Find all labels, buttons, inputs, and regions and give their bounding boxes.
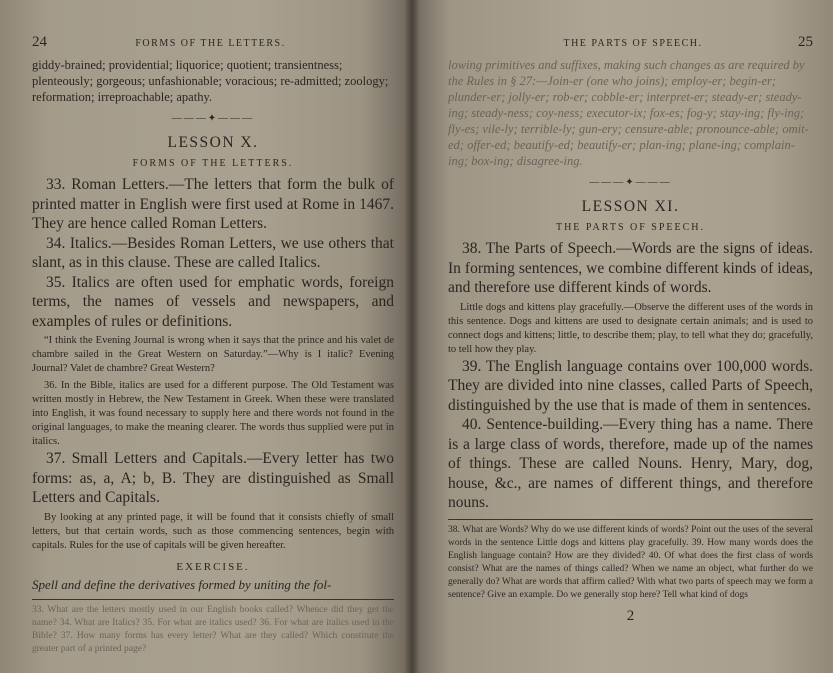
footnote-rule	[32, 599, 394, 600]
paragraph-35: 35. Italics are often used for emphatic words, foreign terms, the names of vessels and newspapers, and examples of rules or definitions.	[32, 273, 394, 330]
page-number: 24	[32, 34, 47, 50]
paragraph-34: 34. Italics.—Besides Roman Letters, we use others that slant, as in this clause. These are called Italics.	[32, 234, 394, 271]
right-page	[412, 0, 833, 673]
review-questions: 33. What are the letters mostly used in our English books called? Whence did they get the name? 34. What are Italics? 35. For what are italics used? 36. For what are italics used in the Bible? 37. How many forms has every letter? What are they called? Which constitute the greater part of a printed page?	[32, 604, 394, 654]
right-running-head	[448, 34, 813, 51]
exercise-heading: EXERCISE.	[176, 560, 250, 573]
lesson-title: LESSON XI.	[581, 198, 680, 215]
lesson-subtitle: FORMS OF THE LETTERS.	[132, 158, 294, 169]
review-questions: 38. What are Words? Why do we use different kinds of words? Point out the uses of the several words in the sentence Little dogs and kittens play gracefully. 39. How many words does the English language contain? How are they divided? 40. Of what does the first class of words consist? What are the names of things called? When we name an object, what further do we generally do? What are words that affirm called? With what two parts of speech may we form a sentence? Give an example. Do we generally stop here? Tell what kind of dogs	[448, 524, 813, 600]
paragraph-36: 36. In the Bible, italics are used for a different purpose. The Old Testament was written mostly in Hebrew, the New Testament in Greek. When these were translated into English, it was found necessary to supply here and there words not found in the original languages, to make the meaning clearer. The words thus supplied were put in italics.	[32, 380, 394, 447]
paragraph-33: 33. Roman Letters.—The letters that form the bulk of printed matter in English were first used at Rome in 1467. They are hence called Roman Letters.	[32, 176, 394, 232]
left-page	[0, 0, 412, 673]
lesson-title: LESSON X.	[167, 134, 259, 151]
page-number: 25	[798, 34, 813, 50]
exercise-text: Spell and define the derivatives formed by uniting the fol-	[32, 576, 332, 592]
example-35: “I think the Evening Journal is wrong when it says that the prince and his valet de chambre sailed in the Great Western on Saturday.”—Why is I italic? Evening Journal? Valet de chambre? Great Western?	[32, 335, 394, 374]
note-37: By looking at any printed page, it will be found that it consists chiefly of small letters, but that certain words, such as those commencing sentences, begin with capitals. Rules for the use of capitals will be given hereafter.	[32, 511, 394, 551]
running-head-title: FORMS OF THE LETTERS.	[135, 38, 286, 49]
paragraph-40: 40. Sentence-building.—Every thing has a name. There is a large class of words, therefore, made up of the names of things. These are called Nouns. Henry, Mary, dog, house, &c., are names of different things, and therefore nouns.	[448, 416, 813, 511]
paragraph-37: 37. Small Letters and Capitals.—Every letter has two forms: as, a, A; b, B. They are distinguished as Small Letters and Capitals.	[32, 450, 394, 506]
book-gutter	[404, 0, 420, 673]
lesson-subtitle: THE PARTS OF SPEECH.	[555, 222, 706, 233]
ornament-rule: ———✦———	[589, 177, 672, 188]
ornament-rule: ———✦———	[171, 113, 255, 124]
carry-over-text: lowing primitives and suffixes, making such changes as are required by the Rules in § 27:—Join-er (one who joins); employ-er; begin-er; plunder-er; jolly-er; rob-er; cobble-er; interpret-er; steady-er; steady-ing; steady-ness; coy-ness; executor-ix; fox-es; fog-y; stay-ing; fly-ing; fly-es; vile-ly; terrible-ly; gun-ery; censure-able; pronounce-able; omit-ed; offer-ed; beautify-ed; beautify-er; plan-ing; plane-ing; complain-ing; box-ing; disagree-ing.	[448, 58, 809, 168]
paragraph-39: 39. The English language contains over 100,000 words. They are divided into nine classes, called Parts of Speech, distinguished by the use that is made of them in sentences.	[448, 357, 813, 414]
example-38: Little dogs and kittens play gracefully.—Observe the different uses of the words in this sentence. Dogs and kittens are used to designate certain animals; and is used to connect dogs and kittens; little, to describe them; play, to tell what they do; gracefully, to tell how they play.	[448, 301, 813, 355]
signature-mark: 2	[626, 607, 635, 624]
left-running-head	[32, 34, 394, 51]
carry-over-text: giddy-brained; providential; liquorice; quotient; transientness; plenteously; gorgeous; unfashionable; voracious; re-admitted; zoology; reformation; irreproachable; apathy.	[32, 58, 389, 104]
paragraph-38: 38. The Parts of Speech.—Words are the signs of ideas. In forming sentences, we combine different kinds of ideas, and therefore use different kinds of words.	[448, 240, 813, 296]
running-head-title: THE PARTS OF SPEECH.	[563, 38, 703, 49]
footnote-rule	[448, 519, 813, 520]
